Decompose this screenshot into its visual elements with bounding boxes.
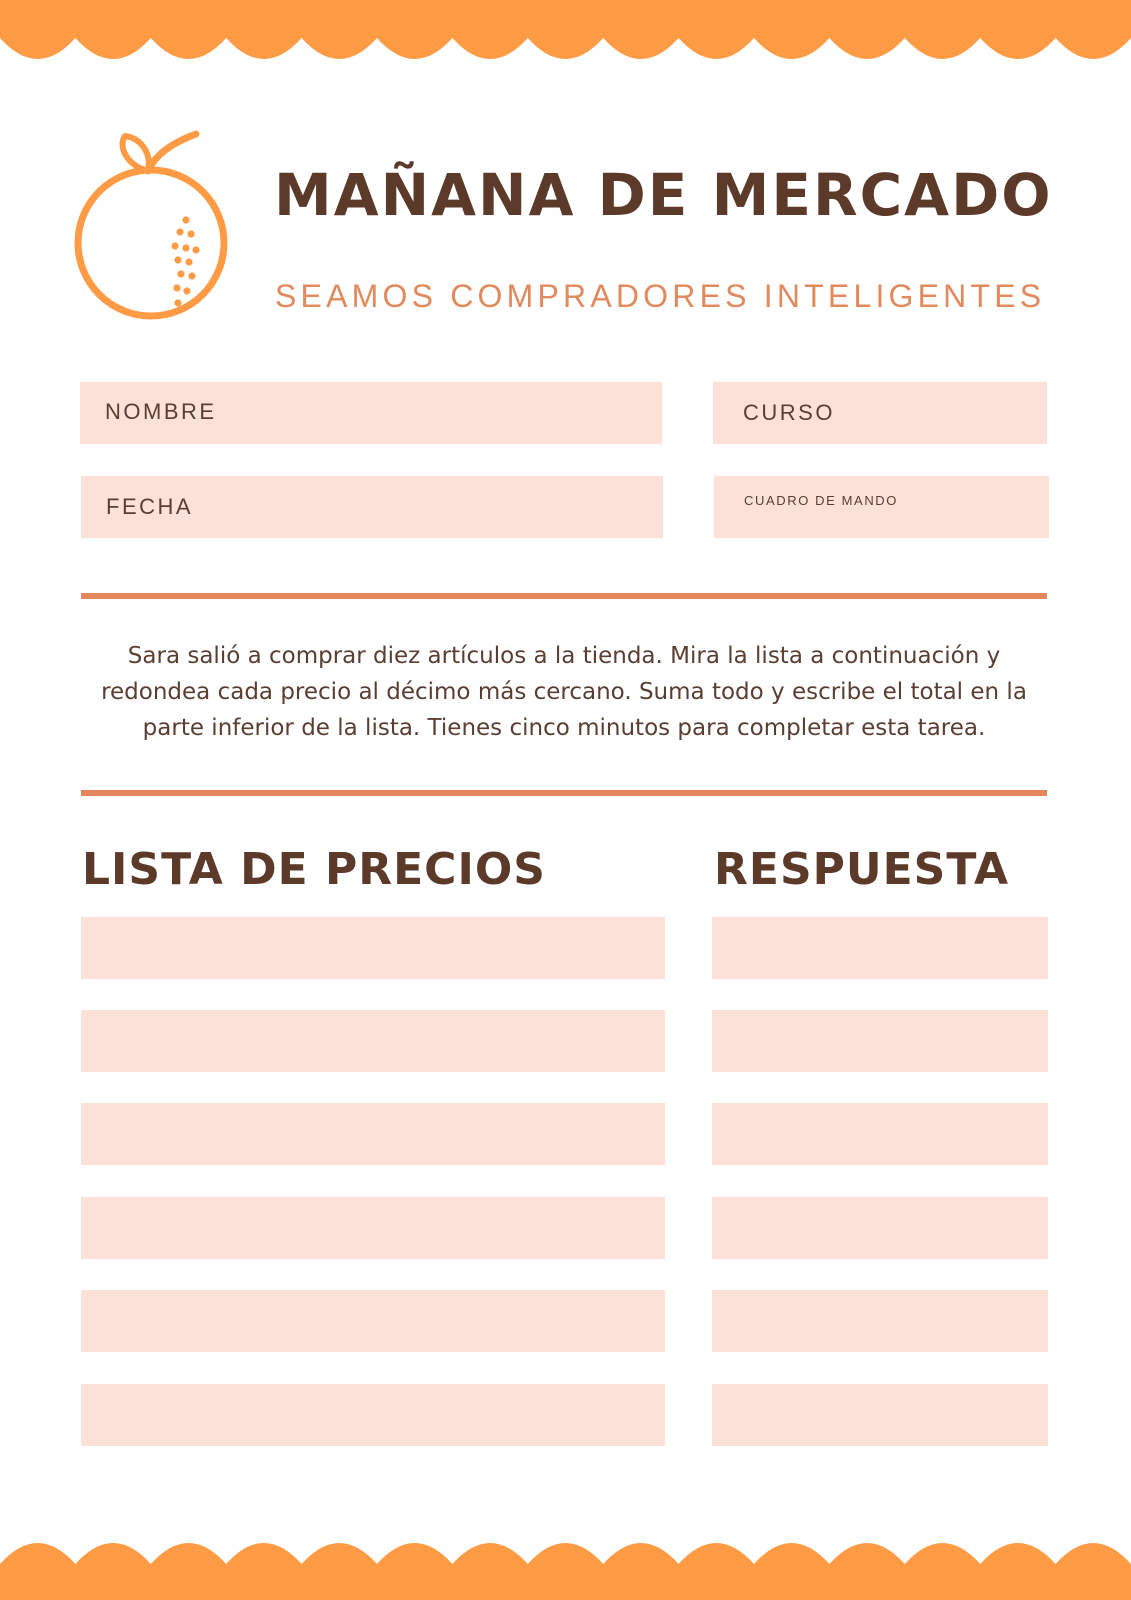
peel-dot [174,256,181,263]
answer-row[interactable] [712,1010,1048,1072]
fecha-label: FECHA [106,494,194,519]
orange-stem [148,134,196,171]
scalloped-top-border [0,0,1131,60]
peel-dot [174,299,181,306]
top-scallop-shape [0,0,1131,59]
peel-dot [173,284,180,291]
cuadro-de-mando-field[interactable] [714,476,1049,538]
peel-dot [176,228,183,235]
answer-row[interactable] [712,1103,1048,1165]
price-row[interactable] [81,1384,665,1446]
top-divider [81,593,1047,599]
peel-dot [183,287,190,294]
price-row[interactable] [81,1290,665,1352]
peel-dot [187,230,194,237]
price-row[interactable] [81,1010,665,1072]
orange-body [78,170,224,316]
nombre-label: NOMBRE [105,399,217,424]
answer-row[interactable] [712,1197,1048,1259]
answer-row[interactable] [712,1384,1048,1446]
price-row[interactable] [81,1103,665,1165]
peel-dot [182,216,189,223]
bottom-divider [81,790,1047,796]
peel-dot [188,272,195,279]
price-row[interactable] [81,917,665,979]
prices-list-heading: LISTA DE PRECIOS [82,844,546,895]
peel-dot [171,242,178,249]
instructions-text: Sara salió a comprar diez artículos a la tienda. Mira la lista a continuación y redondea cada precio al décimo más cercano. Suma todo y escribe el total en la parte inferior de la lista. Tienes cinco minutos para completar esta tarea. [101,643,1027,741]
answer-row[interactable] [712,1290,1048,1352]
answer-row[interactable] [712,917,1048,979]
orange-leaf [123,136,149,171]
fecha-field[interactable] [81,476,663,538]
peel-dot [177,270,184,277]
scalloped-bottom-border [0,1538,1131,1600]
page-subtitle: SEAMOS COMPRADORES INTELIGENTES [275,278,1046,314]
orange-fruit-icon [68,128,238,343]
peel-dot [182,244,189,251]
nombre-field[interactable] [80,382,662,444]
orange-peel-dots [171,216,199,306]
price-row[interactable] [81,1197,665,1259]
bottom-scallop-shape [0,1543,1131,1600]
peel-dot [185,258,192,265]
answer-heading: RESPUESTA [714,844,1009,895]
cuadro-de-mando-label: CUADRO DE MANDO [744,493,899,508]
peel-dot [192,246,199,253]
curso-field[interactable] [713,382,1047,444]
page-title: MAÑANA DE MERCADO [274,161,1053,229]
curso-label: CURSO [743,400,835,425]
